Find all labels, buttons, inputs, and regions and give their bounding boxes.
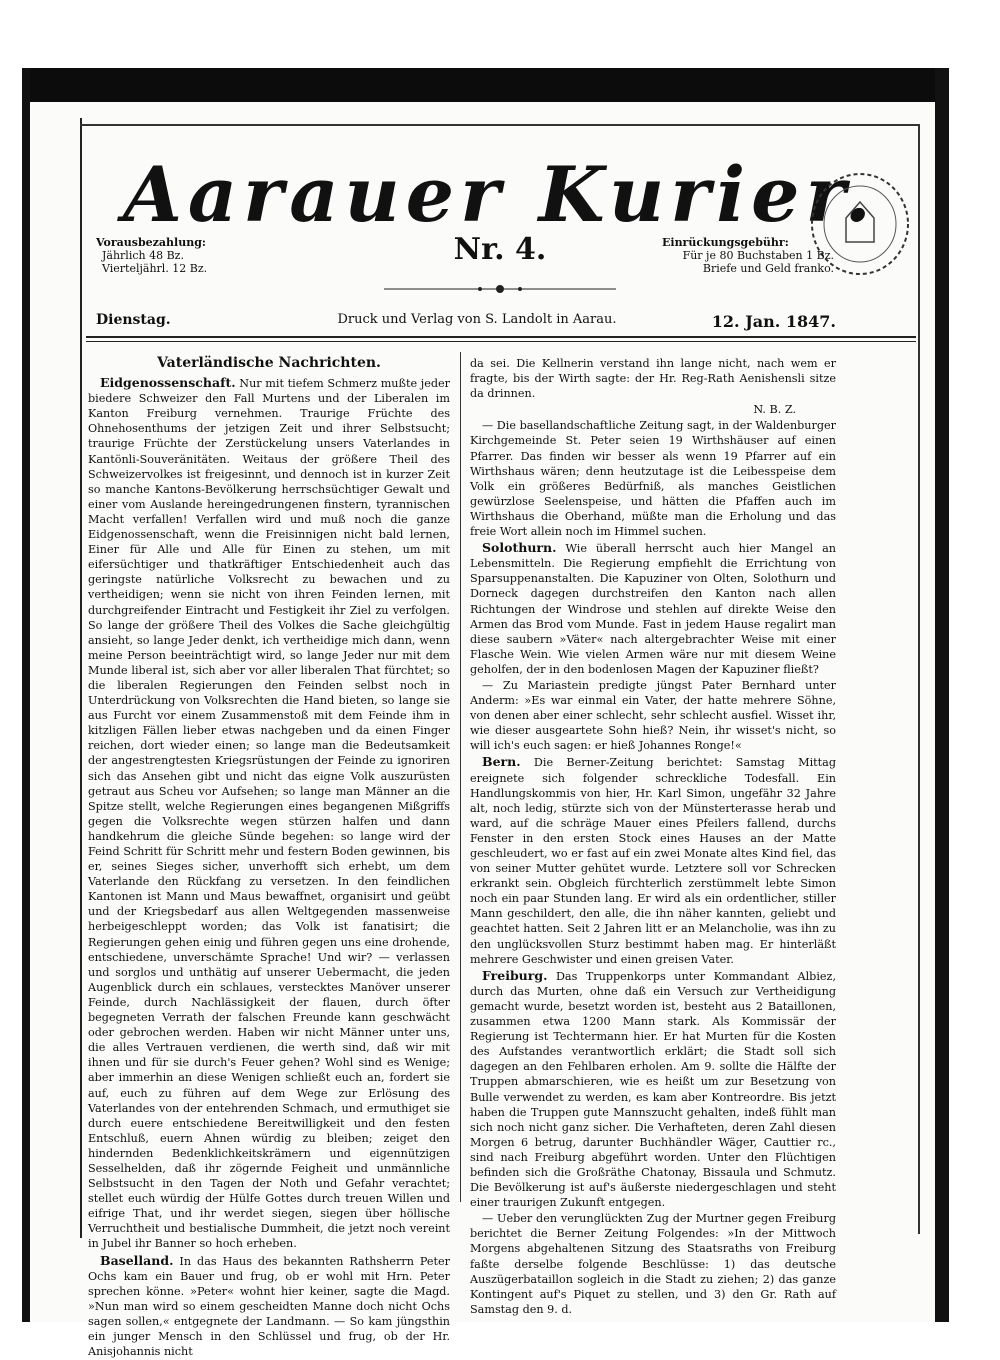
article-wirthshaeuser: — Die basellandschaftliche Zeitung sagt, in der Waldenburger Kirchgemeinde St. Peter seien 19 Wirthshäuser auf einen Pfarrer. Das finden wir besser als wenn 19 Pfarrer auf ein Wirthshaus wären; denn heutzutage ist die Leibesspeise dem Volk ein größeres Bedürfniß, als manches Geistlichen gewürzlose Seelenspeise, und hätten die Pfaffen auch im Wirthshaus die Oberhand, müßte man die Erholung und das freie Wort allein noch im Himmel suchen. xyxy=(470,419,836,539)
article-kicker: Eidgenossenschaft. xyxy=(100,375,236,391)
left-column xyxy=(88,356,450,1360)
scan-border-top xyxy=(22,68,947,102)
dateline xyxy=(96,312,836,332)
subscription-quarterly: Vierteljährl. 12 Bz. xyxy=(102,262,208,275)
publisher-line: Druck und Verlag von S. Landolt in Aarau. xyxy=(337,312,617,327)
advertising-rate: Für je 80 Buchstaben 1 Bz. xyxy=(682,249,834,262)
article-text: In das Haus des bekannten Rathsherrn Peter Ochs kam ein Bauer und frug, ob er wohl mit Hrn. Peter sprechen könne. »Peter« wohnt hier keiner, sagte die Magd. »Nun man wird so einem gescheidten Manne doch nicht Ochs sagen sollen,« entgegnete der Landmann. — So kam jüngsthin ein junger Mensch in den Schlüssel und frug, ob der Hr. Anisjohannis nicht xyxy=(88,1254,450,1359)
page-frame-top xyxy=(80,124,920,126)
article-signature: N. B. Z. xyxy=(753,403,796,417)
issue-date: 12. Jan. 1847. xyxy=(711,312,836,331)
article-kicker: Bern. xyxy=(482,754,521,770)
article-text: Die Berner-Zeitung berichtet: Samstag Mittag ereignete sich folgender schreckliche Todesfall. Ein Handlungskommis von hier, Hr. Karl Simon, ungefähr 32 Jahre alt, noch ledig, stürzte sich von der Münsterterasse herab und ward, auf die schräge Mauer eines Pfeilers fallend, durchs Fenster in den ersten Stock eines Hauses an der Matte geschleudert, wo er fast auf ein zwei Monate altes Kind fiel, das von seiner Mutter gehütet wurde. Letztere soll vor Schrecken erkrankt sein. Obgleich fürchterlich zerstümmelt lebte Simon noch ein paar Stunden lang. Er wird als ein ordentlicher, stiller Mann geschildert, den alle, die ihn näher kannten, geliebt und geachtet hatten. Seit 2 Jahren litt er an Melancholie, was ihn zu den unglücksvollen Sturz bestimmt haben mag. Er hinterläßt mehrere Geschwister und einen greisen Vater. xyxy=(470,756,836,966)
article-kicker: Baselland. xyxy=(100,1252,174,1268)
article-solothurn xyxy=(470,540,836,677)
article-murtner: — Ueber den verunglückten Zug der Murtner gegen Freiburg berichtet die Berner Zeitung Folgendes: »In der Mittwoch Morgens abgehaltenen Sitzung des Staatsraths von Freiburg faßte derselbe folgende Beschlüsse: 1) das deutsche Auszügerbataillon sogleich in die Stadt zu ziehen; 2) das ganze Kontingent auf's Piquet zu stellen, und 3) den Gr. Rath auf Samstag den 9. d. xyxy=(470,1212,836,1316)
subscription-yearly: Jährlich 48 Bz. xyxy=(102,249,184,262)
advertising-note: Briefe und Geld franko. xyxy=(702,262,834,275)
section-heading: Vaterländische Nachrichten. xyxy=(157,355,381,371)
article-text: Das Truppenkorps unter Kommandant Albiez, durch das Murten, ohne daß ein Versuch zur Vertheidigung gemacht wurde, besetzt worden ist, besteht aus 2 Bataillonen, zusammen etwa 1200 Mann stark. Als Kommissär der Regierung ist Techtermann hier. Er hat Murten für die Kosten des Aufstandes verantwortlich erklärt; die Stadt soll sich dagegen an den Fehlbaren erholen. Am 9. sollte die Hälfte der Truppen abmarschieren, wie es heißt um zur Besetzung von Bulle verwendet zu werden, es kam aber Kontreordre. Bis jetzt haben die Truppen gute Mannszucht gehalten, indeß fühlt man sich noch nicht ganz sicher. Die Verhafteten, deren Zahl diesen Morgen 6 betrug, darunter Buchhändler Wäger, Cauttier rc., sind nach Freiburg abgeführt worden. Unter den Flüchtigen befinden sich die Großräthe Chatonay, Bissaula und Schmutz. Die Bevölkerung ist auf's äußerste niedergeschlagen und steht einer traurigen Zukunft entgegen. xyxy=(470,969,836,1210)
header-rule xyxy=(86,336,916,338)
article-freiburg xyxy=(470,968,836,1211)
article-text: Wie überall herrscht auch hier Mangel an Lebensmitteln. Die Regierung empfiehlt die Errichtung von Sparsuppenanstalten. Die Kapuziner von Olten, Solothurn und Dorneck dagegen durchstreifen den Kanton nach allen Richtungen der Windrose und stehlen auf direkte Weise den Armen das Brod vom Munde. Fast in jedem Hause regalirt man diese saubern »Väter« nach altergebrachter Weise mit einer Flasche Wein. Wie vielen Armen wäre nur mit diesem Weine geholfen, der in den bodenlosen Magen der Kapuziner fließt? xyxy=(470,542,836,676)
article-text: Nur mit tiefem Schmerz mußte jeder biedere Schweizer den Fall Murtens und der Liberalen im Kanton Freiburg vernehmen. Traurige Früchte des Ohnehosenthums der jetzigen Zeit und ihrer Selbstsucht; traurige Früchte der Zerstückelung unsers Vaterlandes in Kantönli-Souveränitäten. Weitaus der größere Theil des Schweizervolkes ist freigesinnt, und dennoch ist in kurzer Zeit so manche Kantons-Bevölkerung herrschsüchtiger Gewalt und einer vom Auslande hereingedrungenen finstern, tyrannischen Macht verfallen! Verfallen wird und muß noch die ganze Eidgenossenschaft, wenn die Freisinnigen nicht bald lernen, Einer für Alle und Alle für Einen zu stehen, um mit eifersüchtiger und thatkräftiger Entschiedenheit auch das geringste natürliche Volksrecht zu bewachen und zu vertheidigen; wenn sie nicht von ihren Feinden lernen, mit durchgreifender Eintracht und Festigkeit ihr Ziel zu verfolgen. So lange der größere Theil des Volkes die Sache gleichgültig ansieht, so lange Jeder denkt, ich vertheidige mich dann, wenn meine Person beeinträchtigt wird, so lange Jeder nur mit dem Munde liberal ist, sich aber vor aller liberalen That fürchtet; so die liberalen Regierungen den Feinden selbst noch in Unterdrückung von Volksrechten die Hand bieten, so lange sie aus Furcht vor einem Zusammenstoß mit dem Feinde ihm in kitzligen Fällen lieber etwas nachgeben und da einen Finger reichen, dort wieder einen; so lange man die Bedeutsamkeit der angestrengtesten Kriegsrüstungen der Feinde zu ignoriren sich das Ansehen gibt und nicht das eigne Volk auszurüsten getraut aus Scheu vor Aufsehen; so lange man Männer an die Spitze stellt, welche Regierungen eines begangenen Mißgriffs gegen die Volksrechte wegen stürzen halfen und dann handkehrum die gleiche Sünde begehen: so lange wird der Feind Schritt für Schritt mehr und festern Boden gewinnen, bis er, seines Sieges sicher, unverhofft sich erhebt, um dem Vaterlande den Rückfang zu versetzen. In den feindlichen Kantonen ist Mann und Maus bewaffnet, organisirt und geübt und der Kriegsbedarf aus allen Weltgegenden massenweise herbeigeschleppt worden; das Volk ist fanatisirt; die Regierungen gehen einig und führen gegen uns eine drohende, entschiedene, unverschämte Sprache! Und wir? — verlassen und sorglos und unthätig auf unserer Uebermacht, die jeden Augenblick durch ein schlaues, verstecktes Manöver unserer Feinde, durch Nachlässigkeit der flauen, durch öfter begegneten Verrath der falschen Freunde kann geschwächt oder gebrochen werden. Haben wir nicht Männer unter uns, die alles Vertrauen verdienen, die werth sind, daß wir mit ihnen und für sie durch's Feuer gehen? Wohl sind es Wenige; aber immerhin an diese Wenigen schließt euch an, fordert sie auf, euch zu führen auf dem Wege zur Erlösung des Vaterlandes von der entehrenden Schmach, und ermuthiget sie durch euere entschiedene Bereitwilligkeit und den festen Entschluß, euern Ahnen würdig zu bleiben; zeiget den hindernden Bedenklichkeitskrämern und eigennützigen Sesselhelden, daß ihr zögernde Feigheit und unmännliche Selbstsucht in den Tagen der Noth und Gefahr verachtet; stellet euch würdig der Hülfe Gottes durch treuen Willen und eifrige That, und ihr werdet siegen, siegen über höllische Verruchtheit und bestialische Dummheit, die jetzt noch vereint in Jubel ihr Banner so hoch erheben. xyxy=(88,377,450,1251)
scan-border-left xyxy=(22,68,30,1322)
header-rule-thin xyxy=(86,341,916,342)
article-eidgenossenschaft xyxy=(88,375,450,1251)
article-baselland xyxy=(88,1253,450,1360)
weekday: Dienstag. xyxy=(96,312,171,328)
article-mariastein: — Zu Mariastein predigte jüngst Pater Bernhard unter Anderm: »Es war einmal ein Vater, der hatte mehrere Söhne, von denen aber einer schlecht, sehr schlecht ausfiel. Wisset ihr, wie dieser ausgeartete Sohn hieß? Nein, ihr wisset's nicht, so will ich's euch sagen: er hieß Johannes Ronge!« xyxy=(470,678,836,753)
article-bern xyxy=(470,754,836,966)
article-kicker: Solothurn. xyxy=(482,540,557,556)
issue-number: Nr. 4. xyxy=(453,232,547,267)
advertising-title: Einrückungsgebühr: xyxy=(662,236,789,249)
page-frame-right xyxy=(918,124,920,1234)
right-column xyxy=(470,356,836,1318)
article-continued: da sei. Die Kellnerin verstand ihn lange nicht, nach wem er fragte, bis der Wirth sagte: der Hr. Reg-Rath Aenishensli sitze da drinnen. xyxy=(470,357,836,401)
column-divider xyxy=(460,352,461,1202)
scan-border-right xyxy=(935,68,949,1322)
ornament-divider xyxy=(380,282,620,296)
page-frame-left xyxy=(80,118,82,1238)
subscription-info xyxy=(96,236,266,275)
masthead-title: Aarauer Kurier. xyxy=(122,150,878,239)
article-kicker: Freiburg. xyxy=(482,967,548,983)
advertising-info xyxy=(662,236,834,275)
subscription-title: Vorausbezahlung: xyxy=(96,236,206,249)
